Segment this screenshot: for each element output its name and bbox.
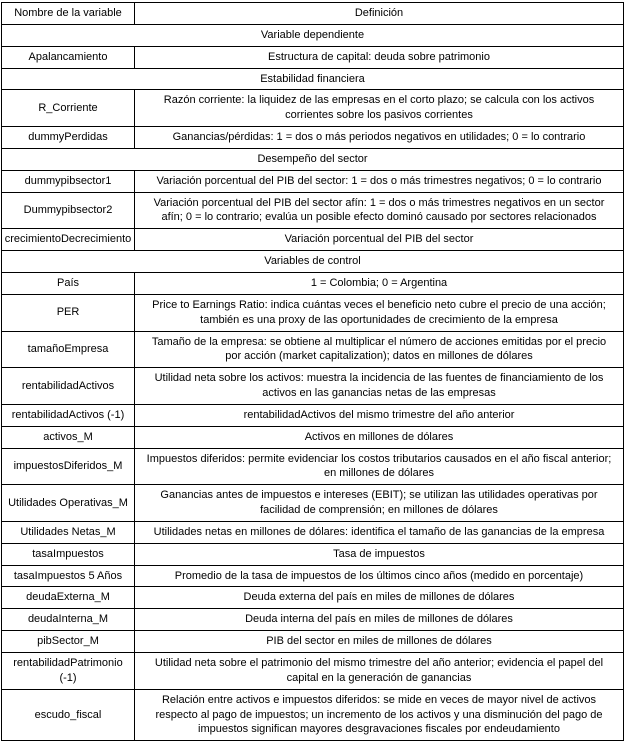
definition-cell: Utilidades netas en millones de dólares: identifica el tamaño de las ganancias de la empresa [135, 521, 624, 543]
table-row [2, 485, 624, 522]
definition-cell: PIB del sector en miles de millones de dólares [135, 631, 624, 653]
section-header-row [2, 251, 624, 273]
header-row [2, 3, 624, 25]
table-row [2, 587, 624, 609]
definition-cell: Tamaño de la empresa: se obtiene al multiplicar el número de acciones emitidas por el precio por acción (market capitalization); datos en millones de dólares [135, 331, 624, 368]
table-row [2, 368, 624, 405]
variable-name-cell: rentabilidadActivos [2, 368, 135, 405]
definition-cell: Deuda interna del país en miles de millones de dólares [135, 609, 624, 631]
variable-name-cell: deudaExterna_M [2, 587, 135, 609]
definition-cell: 1 = Colombia; 0 = Argentina [135, 272, 624, 294]
table-row [2, 543, 624, 565]
variable-name-cell: tasaImpuestos [2, 543, 135, 565]
variable-name-cell: dummypibsector1 [2, 170, 135, 192]
variable-name-cell: dummyPerdidas [2, 127, 135, 149]
definition-cell: Activos en millones de dólares [135, 426, 624, 448]
table-row [2, 631, 624, 653]
variable-name-cell: escudo_fiscal [2, 689, 135, 741]
column-header-definition: Definición [135, 3, 624, 25]
table-row [2, 229, 624, 251]
variable-name-cell: impuestosDiferidos_M [2, 448, 135, 485]
definition-cell: Relación entre activos e impuestos diferidos: se mide en veces de mayor nivel de activos respecto al pago de impuestos; un incremento de los activos y una disminución del pago de impuestos significan mayores desgravaciones fiscales por endeudamiento [135, 689, 624, 741]
table-row [2, 192, 624, 229]
definition-cell: Variación porcentual del PIB del sector [135, 229, 624, 251]
table-row [2, 609, 624, 631]
table-row [2, 331, 624, 368]
variables-definitions-table [1, 2, 624, 741]
section-header-label: Desempeño del sector [2, 148, 624, 170]
variable-name-cell: Dummypibsector2 [2, 192, 135, 229]
definition-cell: Estructura de capital: deuda sobre patrimonio [135, 46, 624, 68]
section-header-label: Variable dependiente [2, 24, 624, 46]
variable-name-cell: pibSector_M [2, 631, 135, 653]
section-header-label: Variables de control [2, 251, 624, 273]
table-row [2, 689, 624, 741]
section-header-label: Estabilidad financiera [2, 68, 624, 90]
definition-cell: Ganancias antes de impuestos e intereses (EBIT); se utilizan las utilidades operativas por facilidad de comprensión; en millones de dólares [135, 485, 624, 522]
column-header-variable-name: Nombre de la variable [2, 3, 135, 25]
table-row [2, 521, 624, 543]
variable-name-cell: tamañoEmpresa [2, 331, 135, 368]
section-header-row [2, 148, 624, 170]
variable-name-cell: tasaImpuestos 5 Años [2, 565, 135, 587]
definition-cell: Ganancias/pérdidas: 1 = dos o más periodos negativos en utilidades; 0 = lo contrario [135, 127, 624, 149]
table-row [2, 448, 624, 485]
section-header-row [2, 68, 624, 90]
table-row [2, 404, 624, 426]
table-row [2, 294, 624, 331]
table-body [2, 24, 624, 740]
variable-name-cell: Apalancamiento [2, 46, 135, 68]
variable-name-cell: Utilidades Operativas_M [2, 485, 135, 522]
table-row [2, 127, 624, 149]
definition-cell: Utilidad neta sobre el patrimonio del mismo trimestre del año anterior; evidencia el papel del capital en la generación de ganancias [135, 653, 624, 690]
table-row [2, 46, 624, 68]
variable-name-cell: deudaInterna_M [2, 609, 135, 631]
definition-cell: Deuda externa del país en miles de millones de dólares [135, 587, 624, 609]
definition-cell: Variación porcentual del PIB del sector afín: 1 = dos o más trimestres negativos en un sector afín; 0 = lo contrario; evalúa un posible efecto dominó causado por sectores relacionados [135, 192, 624, 229]
table-row [2, 170, 624, 192]
definition-cell: Price to Earnings Ratio: indica cuántas veces el beneficio neto cubre el precio de una acción; también es una proxy de las oportunidades de crecimiento de la empresa [135, 294, 624, 331]
definition-cell: Variación porcentual del PIB del sector: 1 = dos o más trimestres negativos; 0 = lo contrario [135, 170, 624, 192]
table-row [2, 653, 624, 690]
definition-cell: Impuestos diferidos: permite evidenciar los costos tributarios causados en el año fiscal anterior; en millones de dólares [135, 448, 624, 485]
definition-cell: Utilidad neta sobre los activos: muestra la incidencia de las fuentes de financiamiento de los activos en las ganancias netas de las empresas [135, 368, 624, 405]
section-header-row [2, 24, 624, 46]
table-row [2, 426, 624, 448]
definition-cell: rentabilidadActivos del mismo trimestre del año anterior [135, 404, 624, 426]
definition-cell: Razón corriente: la liquidez de las empresas en el corto plazo; se calcula con los activos corrientes sobre los pasivos corrientes [135, 90, 624, 127]
variable-name-cell: crecimientoDecrecimiento [2, 229, 135, 251]
variable-name-cell: Utilidades Netas_M [2, 521, 135, 543]
variable-name-cell: PER [2, 294, 135, 331]
definition-cell: Tasa de impuestos [135, 543, 624, 565]
variable-name-cell: rentabilidadPatrimonio (-1) [2, 653, 135, 690]
definition-cell: Promedio de la tasa de impuestos de los últimos cinco años (medido en porcentaje) [135, 565, 624, 587]
variable-name-cell: País [2, 272, 135, 294]
variable-name-cell: activos_M [2, 426, 135, 448]
variable-name-cell: rentabilidadActivos (-1) [2, 404, 135, 426]
table-row [2, 565, 624, 587]
variable-name-cell: R_Corriente [2, 90, 135, 127]
table-row [2, 272, 624, 294]
table-row [2, 90, 624, 127]
